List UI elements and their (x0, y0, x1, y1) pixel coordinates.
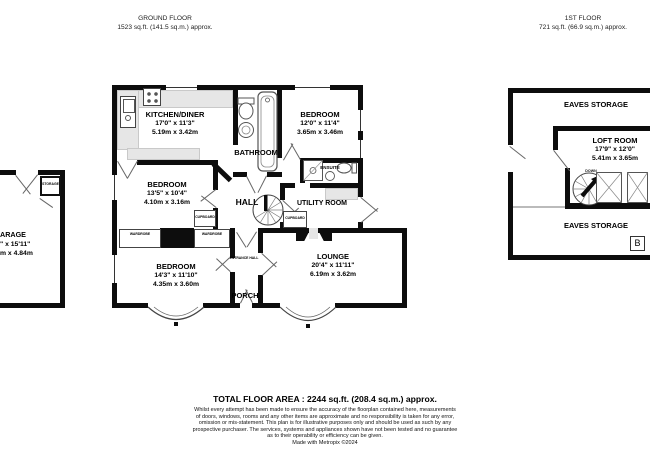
room-label-bedroom-front: BEDROOM 14'3" x 11'10" 4.35m x 3.60m (152, 262, 200, 288)
bay-window (277, 306, 339, 330)
sink-icon (239, 123, 254, 138)
down-label: DOWN (585, 169, 597, 173)
wardrobe-right-label: WARDROBE (201, 232, 223, 236)
marker-b-badge: B (630, 236, 645, 251)
sink-icon (326, 172, 335, 181)
wardrobe-left-label: WARDROBE (129, 232, 151, 236)
room-label-entrance-hall: ENTRANCE HALL (229, 256, 259, 260)
door-swing-line (117, 161, 128, 179)
wall (508, 88, 650, 93)
credit-line: Made with Metropix ©2024 (292, 439, 358, 446)
bathroom-fixtures (236, 90, 280, 174)
disclaimer-line: omission or mis-statement. This plan is for illustrative purposes only and should be used as such by any (198, 420, 452, 426)
wall (112, 303, 148, 308)
wall (0, 170, 16, 175)
room-label-bathroom: BATHROOM (234, 148, 278, 157)
eaves-access-crossbox-icon (596, 172, 648, 204)
window (295, 85, 330, 90)
chimney-breast (160, 228, 194, 248)
first-floor-area: 721 sq.ft. (66.9 sq.m.) approx. (539, 24, 627, 32)
chimney-breast (317, 228, 332, 241)
total-floor-area: TOTAL FLOOR AREA : 2244 sq.ft. (208.4 sq.m.) approx. (213, 394, 437, 404)
window (358, 140, 363, 158)
door-swing-line (247, 231, 257, 247)
disclaimer-line: as to their operability or efficiency can be given. (267, 433, 383, 439)
door-swing-line (236, 232, 246, 248)
storage-label: STORAGE (42, 182, 59, 186)
wall (230, 303, 240, 308)
wall (262, 228, 407, 233)
first-floor-title: 1ST FLOOR (564, 15, 602, 22)
room-label-bedroom-mid: BEDROOM 13'5" x 10'4" 4.10m x 3.16m (143, 180, 191, 206)
room-label-kitchen-diner: KITCHEN/DINER 17'0" x 11'3" 5.19m x 3.42m (145, 110, 205, 136)
wall (508, 255, 650, 260)
door-swing-line (291, 143, 301, 160)
wall (553, 126, 650, 131)
bay-window (145, 306, 207, 328)
wall (508, 88, 513, 145)
disclaimer-line: prospective purchaser. The services, systems and appliances shown have not been tested and no guarantee (192, 426, 458, 433)
wall (112, 200, 117, 255)
fireplace (309, 228, 318, 239)
wall (335, 303, 407, 308)
door-swing-line (361, 208, 378, 223)
garage-metric-partial: m x 4.84m (0, 249, 33, 257)
wall (230, 228, 235, 258)
room-label-porch: PORCH (231, 291, 259, 300)
first-floor-header (498, 14, 650, 32)
room-label-eaves-storage-top: EAVES STORAGE (564, 100, 628, 109)
ground-floor-header (80, 14, 250, 32)
garage-name-partial: ARAGE (0, 230, 26, 239)
ensuite-fixtures (303, 160, 359, 182)
wall (137, 160, 218, 165)
hob-icon (143, 88, 161, 106)
disclaimer-line: Whilst every attempt has been made to ensure the accuracy of the floorplan contained here, measurements (194, 407, 456, 413)
room-label-ensuite: ENSUITE (320, 165, 340, 170)
cupboard-right-label: CUPBOARD (285, 216, 305, 220)
cupboard-left-label: CUPBOARD (195, 215, 215, 219)
disclaimer-line: of doors, windows, rooms and any other items are approximate and no responsibility is taken for any error, (195, 413, 455, 420)
door-swing-line (39, 198, 53, 208)
wall (358, 85, 363, 110)
door-swing-line (509, 146, 525, 159)
room-label-utility: UTILITY ROOM (296, 200, 348, 207)
window (112, 255, 117, 283)
wall (0, 303, 65, 308)
room-label-loft-room: LOFT ROOM 17'9" x 12'0" 5.41m x 3.65m (591, 136, 639, 162)
eaves-divider-line (513, 206, 565, 208)
room-label-bedroom-top: BEDROOM 12'0" x 11'4" 3.65m x 3.46m (296, 110, 344, 136)
door-swing-line (246, 176, 256, 193)
room-label-hall: HALL (235, 197, 259, 207)
ground-floor-title: GROUND FLOOR (138, 15, 192, 22)
door-swing-line (257, 176, 267, 193)
wall (402, 228, 407, 308)
garage-label (0, 230, 45, 258)
ground-floor-area: 1523 sq.ft. (141.5 sq.m.) approx. (117, 24, 213, 32)
garage-imperial-partial: " x 15'11" (0, 240, 31, 248)
room-label-eaves-storage-bottom: EAVES STORAGE (564, 221, 628, 230)
room-label-lounge: LOUNGE 20'4" x 11'11" 6.19m x 3.62m (309, 252, 357, 278)
kitchen-counter (127, 148, 200, 160)
wall (252, 303, 262, 308)
wall (508, 172, 513, 260)
door-swing-line (127, 161, 138, 179)
wall (258, 228, 263, 253)
door-swing-line (22, 174, 38, 194)
